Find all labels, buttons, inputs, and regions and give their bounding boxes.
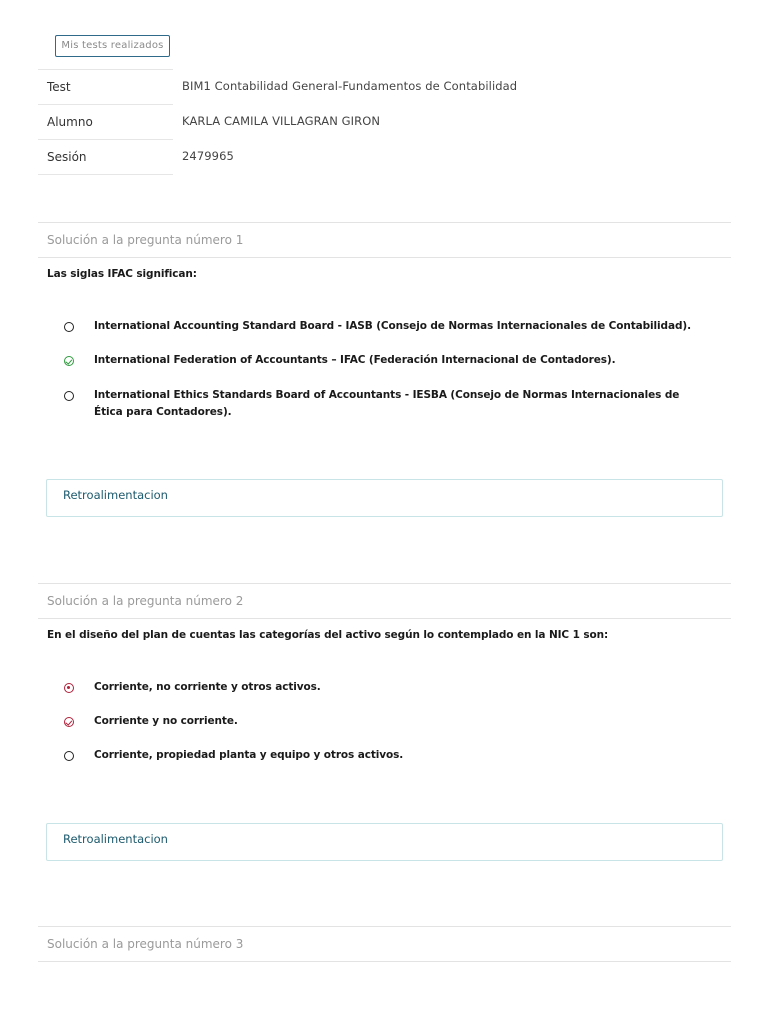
question-2-header: Solución a la pregunta número 2 (38, 583, 731, 619)
question-2-feedback-toggle[interactable]: Retroalimentacion (46, 823, 723, 861)
info-row-test (38, 69, 738, 104)
option-label: International Ethics Standards Board of Accountants - IESBA (Consejo de Normas Internacionales de Ética para Contadores). (94, 389, 680, 418)
option-label: International Federation of Accountants – IFAC (Federación Internacional de Contadores). (94, 354, 616, 366)
question-2-option-2 (64, 715, 704, 730)
option-label: Corriente, no corriente y otros activos. (94, 681, 321, 693)
radio-empty-icon (64, 322, 74, 332)
question-2-option-1 (64, 681, 704, 696)
selected-incorrect-icon (64, 683, 74, 693)
question-2-text: En el diseño del plan de cuentas las categorías del activo según lo contemplado en la NIC 1 son: (47, 629, 609, 641)
radio-empty-icon (64, 391, 74, 401)
question-1-option-3 (64, 389, 704, 421)
question-1-text: Las siglas IFAC significan: (47, 268, 197, 280)
correct-check-icon (64, 356, 74, 366)
info-value-sesion: 2479965 (182, 149, 234, 163)
radio-empty-icon (64, 751, 74, 761)
test-info-table (38, 69, 738, 174)
question-2-option-3 (64, 749, 704, 764)
question-3-header: Solución a la pregunta número 3 (38, 926, 731, 962)
info-row-alumno (38, 104, 738, 139)
question-1-header: Solución a la pregunta número 1 (38, 222, 731, 258)
info-label-sesion: Sesión (38, 139, 173, 175)
option-label: Corriente, propiedad planta y equipo y otros activos. (94, 749, 404, 761)
question-1-option-1 (64, 320, 704, 335)
info-value-test: BIM1 Contabilidad General-Fundamentos de Contabilidad (182, 79, 518, 93)
correct-answer-check-icon (64, 717, 74, 727)
info-row-sesion (38, 139, 738, 174)
info-label-test: Test (38, 69, 173, 104)
question-1-feedback-toggle[interactable]: Retroalimentacion (46, 479, 723, 517)
info-value-alumno: KARLA CAMILA VILLAGRAN GIRON (182, 114, 381, 128)
option-label: International Accounting Standard Board - IASB (Consejo de Normas Internacionales de Contabilidad). (94, 320, 691, 332)
question-1-option-2 (64, 354, 704, 369)
option-label: Corriente y no corriente. (94, 715, 238, 727)
info-label-alumno: Alumno (38, 104, 173, 139)
mis-tests-realizados-button[interactable]: Mis tests realizados (55, 35, 170, 57)
